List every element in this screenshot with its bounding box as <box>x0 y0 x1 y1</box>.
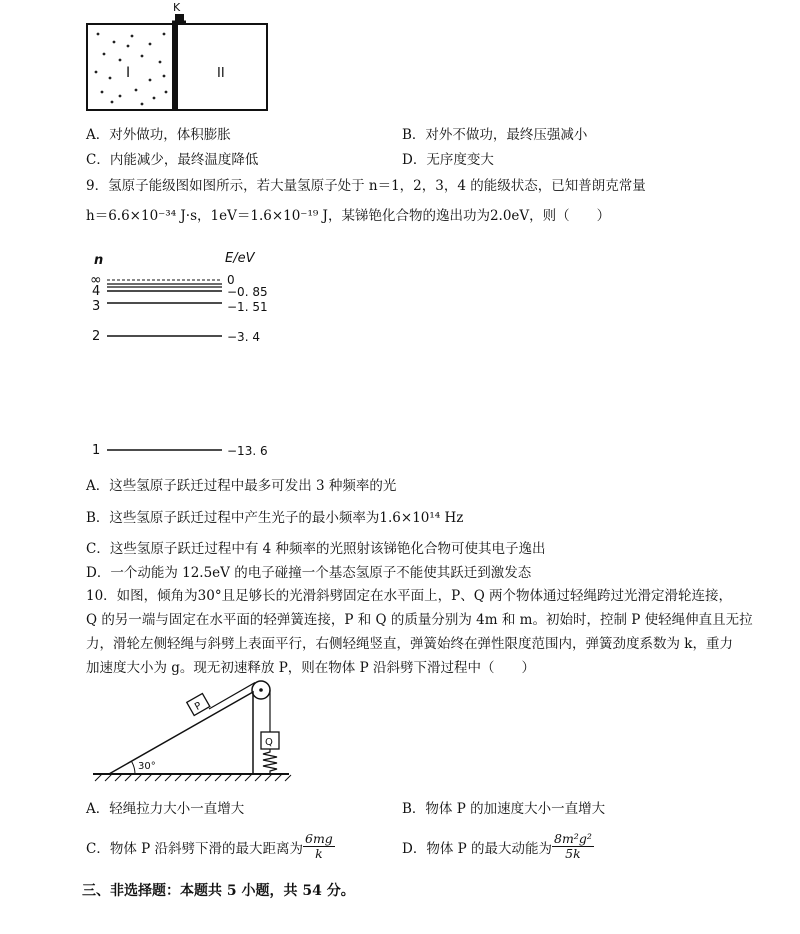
spring <box>263 749 277 774</box>
n-header: n <box>94 253 104 268</box>
pulley-axle <box>259 688 263 692</box>
q8-option-c: C．内能减少，最终温度降低 <box>86 152 259 168</box>
q10-option-c <box>86 832 335 862</box>
q10-option-c-denominator: k <box>315 846 323 862</box>
gas-particles <box>95 33 168 106</box>
q10-option-a: A．轻绳拉力大小一直增大 <box>86 801 245 817</box>
level-n-3: 3 <box>92 299 101 314</box>
q9-option-c: C．这些氢原子跃迁过程中有 4 种频率的光照射该锑铯化合物可使其电子逸出 <box>86 541 546 557</box>
q9-option-d: D．一个动能为 12.5eV 的电子碰撞一个基态氢原子不能使其跃迁到激发态 <box>86 565 532 581</box>
q9-stem-line2: h＝6.6×10⁻³⁴ J·s，1eV＝1.6×10⁻¹⁹ J，某锑铯化合物的逸出功为2.0eV，则（ ） <box>86 208 611 224</box>
q8-option-a: A．对外做功，体积膨胀 <box>86 127 231 143</box>
q9-option-a: A．这些氢原子跃迁过程中最多可发出 3 种频率的光 <box>86 478 397 494</box>
right-chamber-label: II <box>217 66 225 81</box>
q10-stem-line1: 10．如图，倾角为30°且足够长的光滑斜劈固定在水平面上，P、Q 两个物体通过轻绳跨过光滑定滑轮连接， <box>86 588 733 604</box>
energy-header: E/eV <box>225 251 255 266</box>
angle-arc <box>132 762 135 775</box>
q10-option-c-fraction <box>303 832 335 862</box>
q10-stem-line2: Q 的另一端与固定在水平面的轻弹簧连接，P 和 Q 的质量分别为 4m 和 m。初始时，控制 P 使轻绳伸直且无拉 <box>86 612 753 628</box>
level-e-3: −1. 51 <box>227 300 268 314</box>
q10-option-d-text: D．物体 P 的最大动能为 <box>402 840 552 857</box>
q10-option-d-fraction <box>552 832 594 862</box>
energy-level-diagram <box>80 240 300 465</box>
rope-left <box>209 683 255 710</box>
left-chamber-label: I <box>126 65 131 81</box>
block-p-label: P <box>193 700 204 713</box>
incline-wedge <box>109 692 253 774</box>
q8-option-d: D．无序度变大 <box>402 152 494 168</box>
level-n-4: 4 <box>92 284 101 299</box>
q9-stem-line1: 9．氢原子能级图如图所示，若大量氢原子处于 n＝1，2，3，4 的能级状态，已知普朗克常量 <box>86 178 646 194</box>
q9-option-b: B．这些氢原子跃迁过程中产生光子的最小频率为1.6×10¹⁴ Hz <box>86 510 464 526</box>
partition-wall <box>172 24 178 110</box>
q10-stem-line3: 力，滑轮左侧轻绳与斜劈上表面平行，右侧轻绳竖直，弹簧始终在弹性限度范围内，弹簧劲度系数为 k，重力 <box>86 636 733 652</box>
section3-heading: 三、非选择题：本题共 5 小题，共 54 分。 <box>82 883 355 899</box>
q10-option-d-denominator: 5k <box>565 846 581 862</box>
level-e-4: −0. 85 <box>227 285 268 299</box>
level-n-inf: ∞ <box>90 272 102 288</box>
ground-hatching <box>95 774 291 781</box>
block-p <box>187 694 210 716</box>
container-figure <box>80 0 280 120</box>
level-n-2: 2 <box>92 329 101 344</box>
angle-label: 30° <box>138 761 156 772</box>
level-e-1: −13. 6 <box>227 444 268 458</box>
block-q-label: Q <box>265 737 273 748</box>
level-e-inf: 0 <box>227 273 235 287</box>
incline-pulley-diagram <box>85 678 295 788</box>
q10-option-d-numerator: 8m²g² <box>554 831 592 846</box>
q10-stem-line4: 加速度大小为 g。现无初速释放 P，则在物体 P 沿斜劈下滑过程中（ ） <box>86 660 535 676</box>
q10-option-c-numerator: 6mg <box>305 831 333 846</box>
level-e-2: −3. 4 <box>227 330 260 344</box>
level-n-1: 1 <box>92 443 101 458</box>
q10-option-c-text: C．物体 P 沿斜劈下滑的最大距离为 <box>86 840 303 857</box>
q10-option-d <box>402 832 594 862</box>
q8-option-b: B．对外不做功，最终压强减小 <box>402 127 588 143</box>
valve-label: K <box>173 1 181 14</box>
q10-option-b: B．物体 P 的加速度大小一直增大 <box>402 801 606 817</box>
